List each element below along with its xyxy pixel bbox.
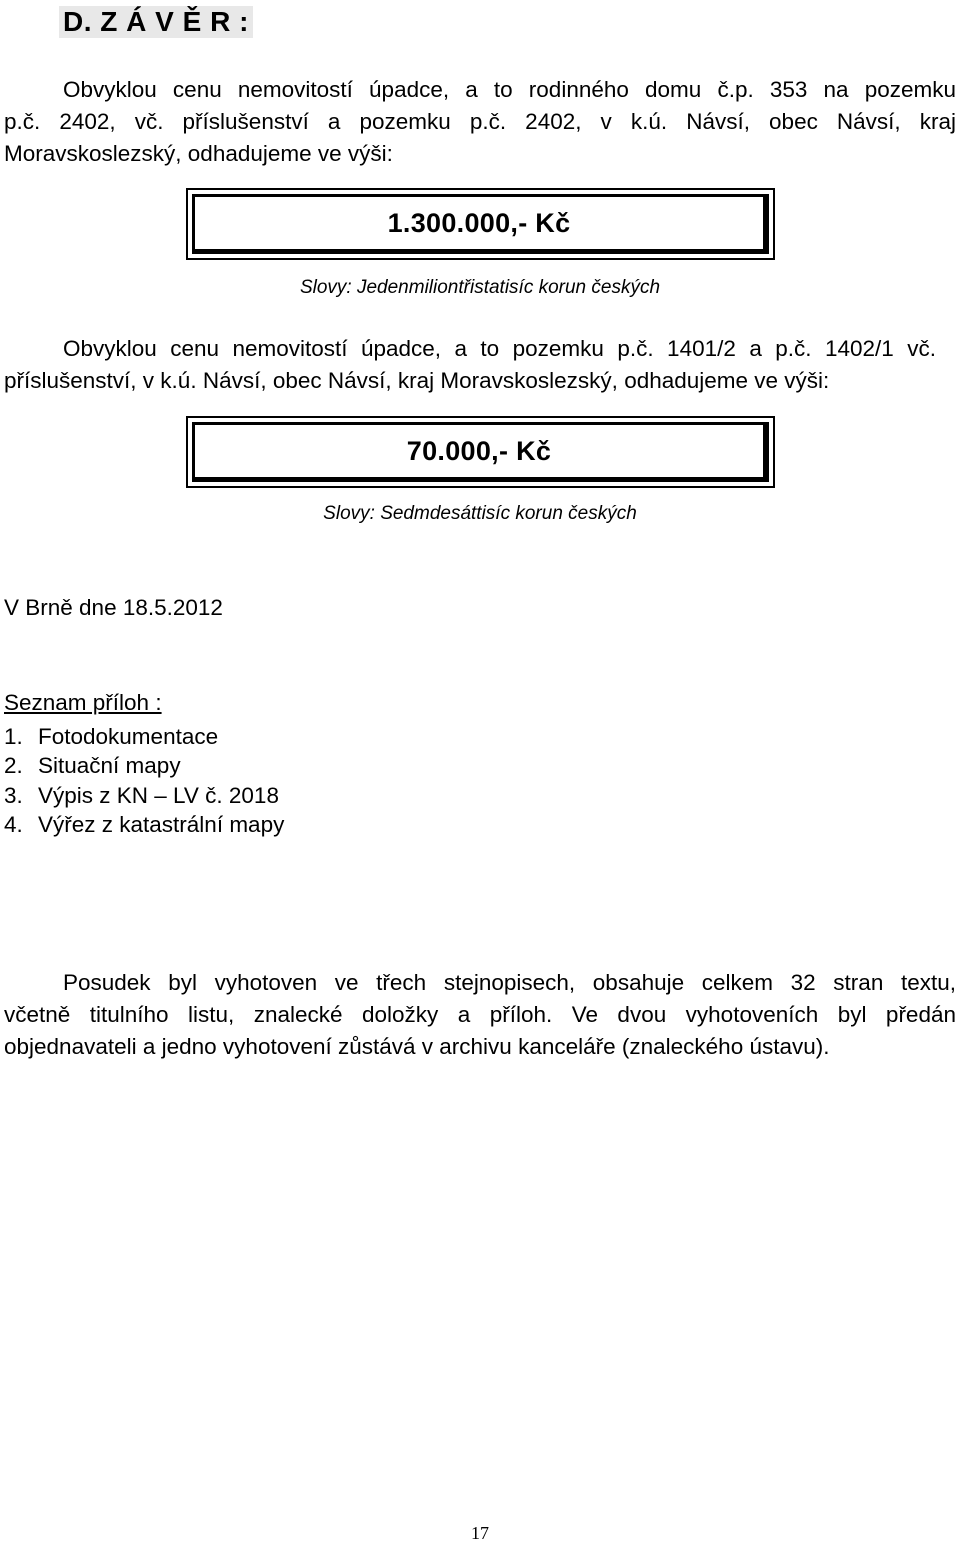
list-item-label: Fotodokumentace xyxy=(38,724,219,749)
list-item-number: 2. xyxy=(4,753,23,779)
paragraph-line: Posudek byl vyhotoven ve třech stejnopisech, obsahuje celkem 32 stran textu, xyxy=(63,970,956,995)
section-heading: D. Z Á V Ě R : xyxy=(59,6,253,38)
paragraph-line: Moravskoslezský, odhadujeme ve výši: xyxy=(4,141,393,166)
paragraph-line: p.č. 2402, vč. příslušenství a pozemku p.č. 2402, v k.ú. Návsí, obec Návsí, kraj xyxy=(4,109,956,134)
price-in-words: Slovy: Jedenmiliontřistatisíc korun českých xyxy=(299,277,661,298)
list-item xyxy=(4,810,284,839)
list-item-number: 3. xyxy=(4,782,23,808)
paragraph-line: příslušenství, v k.ú. Návsí, obec Návsí, kraj Moravskoslezský, odhadujeme ve výši: xyxy=(4,368,830,393)
list-item xyxy=(4,751,284,780)
paragraph-line: včetně titulního listu, znalecké doložky a příloh. Ve dvou vyhotoveních byl předán xyxy=(4,1002,956,1027)
list-item-label: Výpis z KN – LV č. 2018 xyxy=(38,782,279,808)
list-item-number: 1. xyxy=(4,724,23,749)
price-in-words: Slovy: Sedmdesáttisíc korun českých xyxy=(323,503,637,524)
paragraph-line: Obvyklou cenu nemovitostí úpadce, a to rodinného domu č.p. 353 na pozemku xyxy=(63,77,956,102)
paragraph-line: objednavateli a jedno vyhotovení zůstává v archivu kanceláře (znaleckého ústavu). xyxy=(4,1034,830,1059)
attachments-title: Seznam příloh : xyxy=(4,690,162,715)
page-number: 17 xyxy=(471,1523,489,1543)
price-value: 70.000,- Kč xyxy=(406,435,552,466)
valuation-paragraph-house xyxy=(4,74,956,170)
list-item-label: Výřez z katastrální mapy xyxy=(38,811,285,837)
valuation-paragraph-land xyxy=(4,333,936,397)
list-item-number: 4. xyxy=(4,811,23,837)
list-item xyxy=(4,722,284,751)
attachments-list xyxy=(4,722,284,839)
closing-paragraph xyxy=(4,967,956,1063)
price-box-land xyxy=(186,416,775,488)
list-item xyxy=(4,781,284,810)
price-value: 1.300.000,- Kč xyxy=(387,207,571,238)
price-box-house xyxy=(186,188,775,260)
list-item-label: Situační mapy xyxy=(38,753,181,779)
place-and-date: V Brně dne 18.5.2012 xyxy=(4,595,223,620)
paragraph-line: Obvyklou cenu nemovitostí úpadce, a to pozemku p.č. 1401/2 a p.č. 1402/1 vč. xyxy=(63,336,936,361)
